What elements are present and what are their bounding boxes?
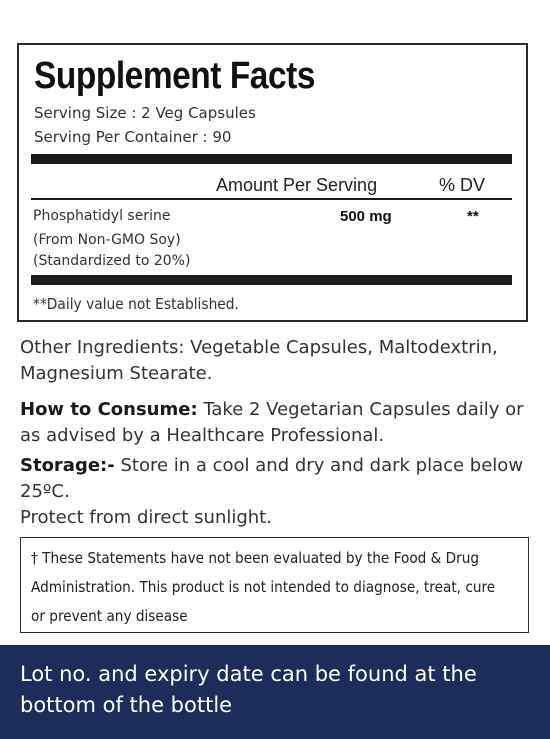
footer-banner xyxy=(0,645,550,739)
storage xyxy=(20,453,535,505)
thin-divider xyxy=(31,198,512,200)
how-to-consume xyxy=(20,397,535,449)
storage-label: Storage:- xyxy=(20,455,115,476)
daily-value-footnote: **Daily value not Established. xyxy=(33,295,239,313)
thick-divider-top xyxy=(31,154,512,164)
lot-expiry-note: Lot no. and expiry date can be found at the bottom of the bottle xyxy=(20,662,477,717)
ingredient-dv: ** xyxy=(467,208,479,225)
how-to-consume-text: Take 2 Vegetarian Capsules daily or as advised by a Healthcare Professional. xyxy=(20,399,524,446)
ingredient-name: Phosphatidyl serine xyxy=(33,208,171,224)
how-to-consume-label: How to Consume: xyxy=(20,399,198,420)
supplement-facts-panel xyxy=(17,43,528,322)
other-ingredients xyxy=(20,335,540,387)
column-header-amount: Amount Per Serving xyxy=(216,175,378,195)
fda-disclaimer-box xyxy=(20,537,529,633)
storage-text: Store in a cool and dry and dark place below 25ºC. xyxy=(20,455,524,502)
serving-size: Serving Size : 2 Veg Capsules xyxy=(34,104,256,122)
facts-title: Supplement Facts xyxy=(34,55,315,97)
ingredient-source: (From Non-GMO Soy) xyxy=(33,232,181,248)
other-ingredients-text: Other Ingredients: Vegetable Capsules, Maltodextrin, Magnesium Stearate. xyxy=(20,337,498,384)
thick-divider-bottom xyxy=(31,275,512,285)
serving-per-container: Serving Per Container : 90 xyxy=(34,128,232,146)
ingredient-amount: 500 mg xyxy=(340,208,392,225)
ingredient-standardization: (Standardized to 20%) xyxy=(33,253,191,269)
storage-protect: Protect from direct sunlight. xyxy=(20,507,272,528)
column-header-dv: % DV xyxy=(439,175,486,195)
fda-disclaimer-text: † These Statements have not been evaluated by the Food & Drug Administration. This product is not intended to diagnose, treat, cure or prevent any disease xyxy=(31,549,496,625)
